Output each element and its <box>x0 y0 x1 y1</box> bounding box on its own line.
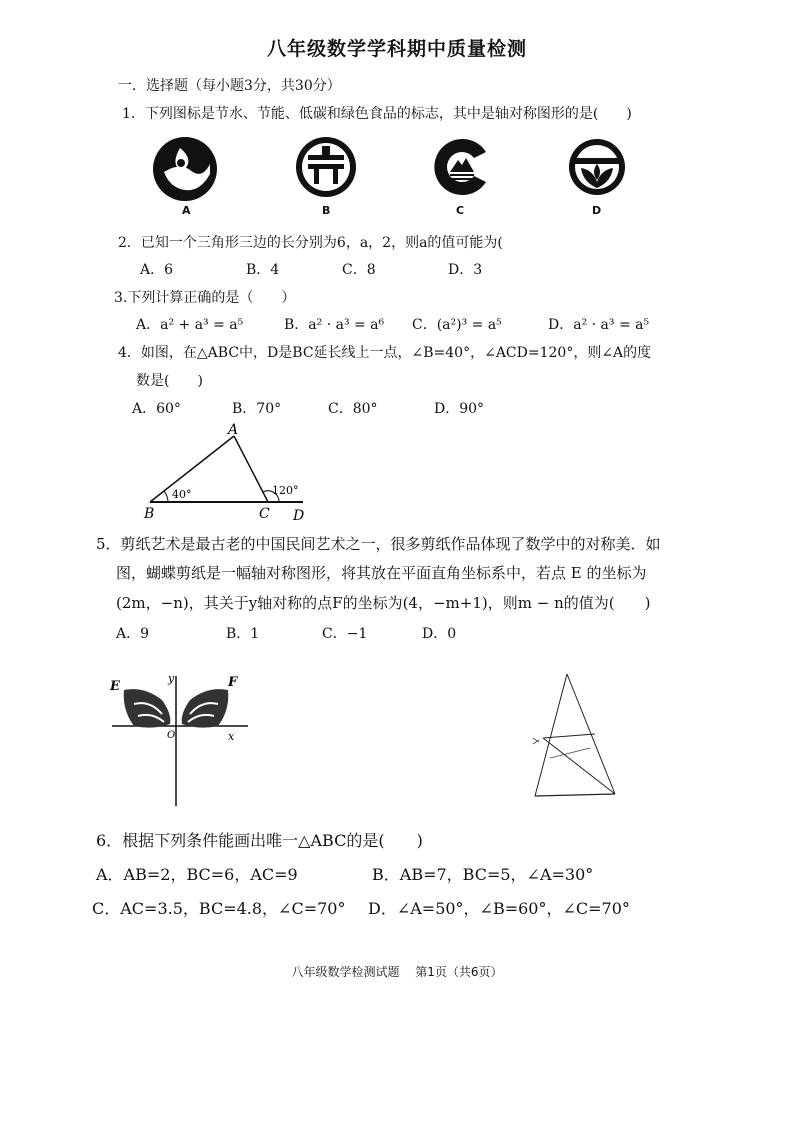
q4-option-b: B．70° <box>232 401 282 417</box>
q5-stem-line2: 图，蝴蝶剪纸是一幅轴对称图形，将其放在平面直角坐标系中，若点 E 的坐标为 <box>116 564 647 582</box>
energy-saving-icon <box>293 134 359 200</box>
q3-option-d: D．a² · a³ = a⁵ <box>548 317 650 333</box>
q6-option-c: C．AC=3.5，BC=4.8，∠C=70° <box>92 899 346 918</box>
q6-option-b: B．AB=7，BC=5，∠A=30° <box>372 865 594 884</box>
q4-option-c: C．80° <box>328 401 378 417</box>
q1-logo-c <box>430 134 492 204</box>
q5-option-a: A．9 <box>116 626 150 642</box>
green-food-icon <box>565 136 629 198</box>
angle-b-label: 40° <box>172 488 192 501</box>
q6-option-d: D．∠A=50°，∠B=60°，∠C=70° <box>368 899 630 918</box>
q1-logo-a <box>150 134 220 208</box>
q5-stem-line1: 5．剪纸艺术是最古老的中国民间艺术之一，很多剪纸作品体现了数学中的对称美．如 <box>96 535 661 553</box>
label-c: C <box>259 506 270 522</box>
label-e: E <box>110 679 120 694</box>
label-x: x <box>228 730 235 743</box>
label-o: O <box>167 730 176 741</box>
page-title: 八年级数学学科期中质量检测 <box>266 38 527 60</box>
q2-stem: 2．已知一个三角形三边的长分别为6，a，2，则a的值可能为( <box>118 235 503 251</box>
low-carbon-icon <box>430 134 492 200</box>
q1-label-c: C <box>456 204 465 217</box>
label-b: B <box>144 506 155 522</box>
label-f: F <box>228 675 238 690</box>
q4-triangle-figure <box>138 420 318 525</box>
q6-stem: 6．根据下列条件能画出唯一△ABC的是( ) <box>96 831 423 850</box>
q3-option-b: B．a² · a³ = a⁶ <box>284 317 385 333</box>
q1-label-d: D <box>592 204 602 217</box>
side-ac <box>234 436 268 502</box>
q1-stem: 1．下列图标是节水、节能、低碳和绿色食品的标志，其中是轴对称图形的是( ) <box>122 106 632 122</box>
page-footer: 八年级数学检测试题 第1页（共6页） <box>291 965 503 979</box>
label-a: A <box>228 422 239 438</box>
angle-b-arc <box>164 491 168 502</box>
q3-option-c: C．(a²)³ = a⁵ <box>412 317 502 333</box>
q1-logo-b <box>293 134 359 204</box>
q5-butterfly-figure <box>104 670 254 810</box>
q5-option-d: D．0 <box>422 626 457 642</box>
q1-label-b: B <box>322 204 331 217</box>
q5-option-b: B．1 <box>226 626 260 642</box>
q5-stem-line3: (2m，−n)，其关于y轴对称的点F的坐标为(4，−m+1)，则m − n的值为( ) <box>116 594 651 612</box>
q2-option-d: D．3 <box>448 262 483 278</box>
water-saving-icon <box>150 134 220 204</box>
q6-option-a: A．AB=2，BC=6，AC=9 <box>96 865 298 884</box>
q1-logo-d <box>565 136 629 202</box>
q1-label-a: A <box>182 204 191 217</box>
label-y: y <box>168 672 175 685</box>
label-d: D <box>293 508 305 524</box>
q4-stem-line1: 4．如图，在△ABC中，D是BC延长线上一点，∠B=40°，∠ACD=120°，则∠A的度 <box>118 345 652 361</box>
q3-option-a: A．a² + a³ = a⁵ <box>136 317 244 333</box>
q5-construction-figure <box>515 668 625 808</box>
angle-acd-label: 120° <box>272 484 299 497</box>
section-heading: 一．选择题（每小题3分，共30分） <box>118 78 341 94</box>
q4-option-d: D．90° <box>434 401 485 417</box>
q2-option-b: B．4 <box>246 262 280 278</box>
q3-stem: 3.下列计算正确的是（ ） <box>114 290 296 306</box>
q5-option-c: C．−1 <box>322 626 368 642</box>
side-ab <box>150 436 234 502</box>
q2-option-c: C．8 <box>342 262 376 278</box>
q4-option-a: A．60° <box>132 401 181 417</box>
q2-option-a: A．6 <box>140 262 174 278</box>
q4-stem-line2: 数是( ) <box>136 373 203 389</box>
